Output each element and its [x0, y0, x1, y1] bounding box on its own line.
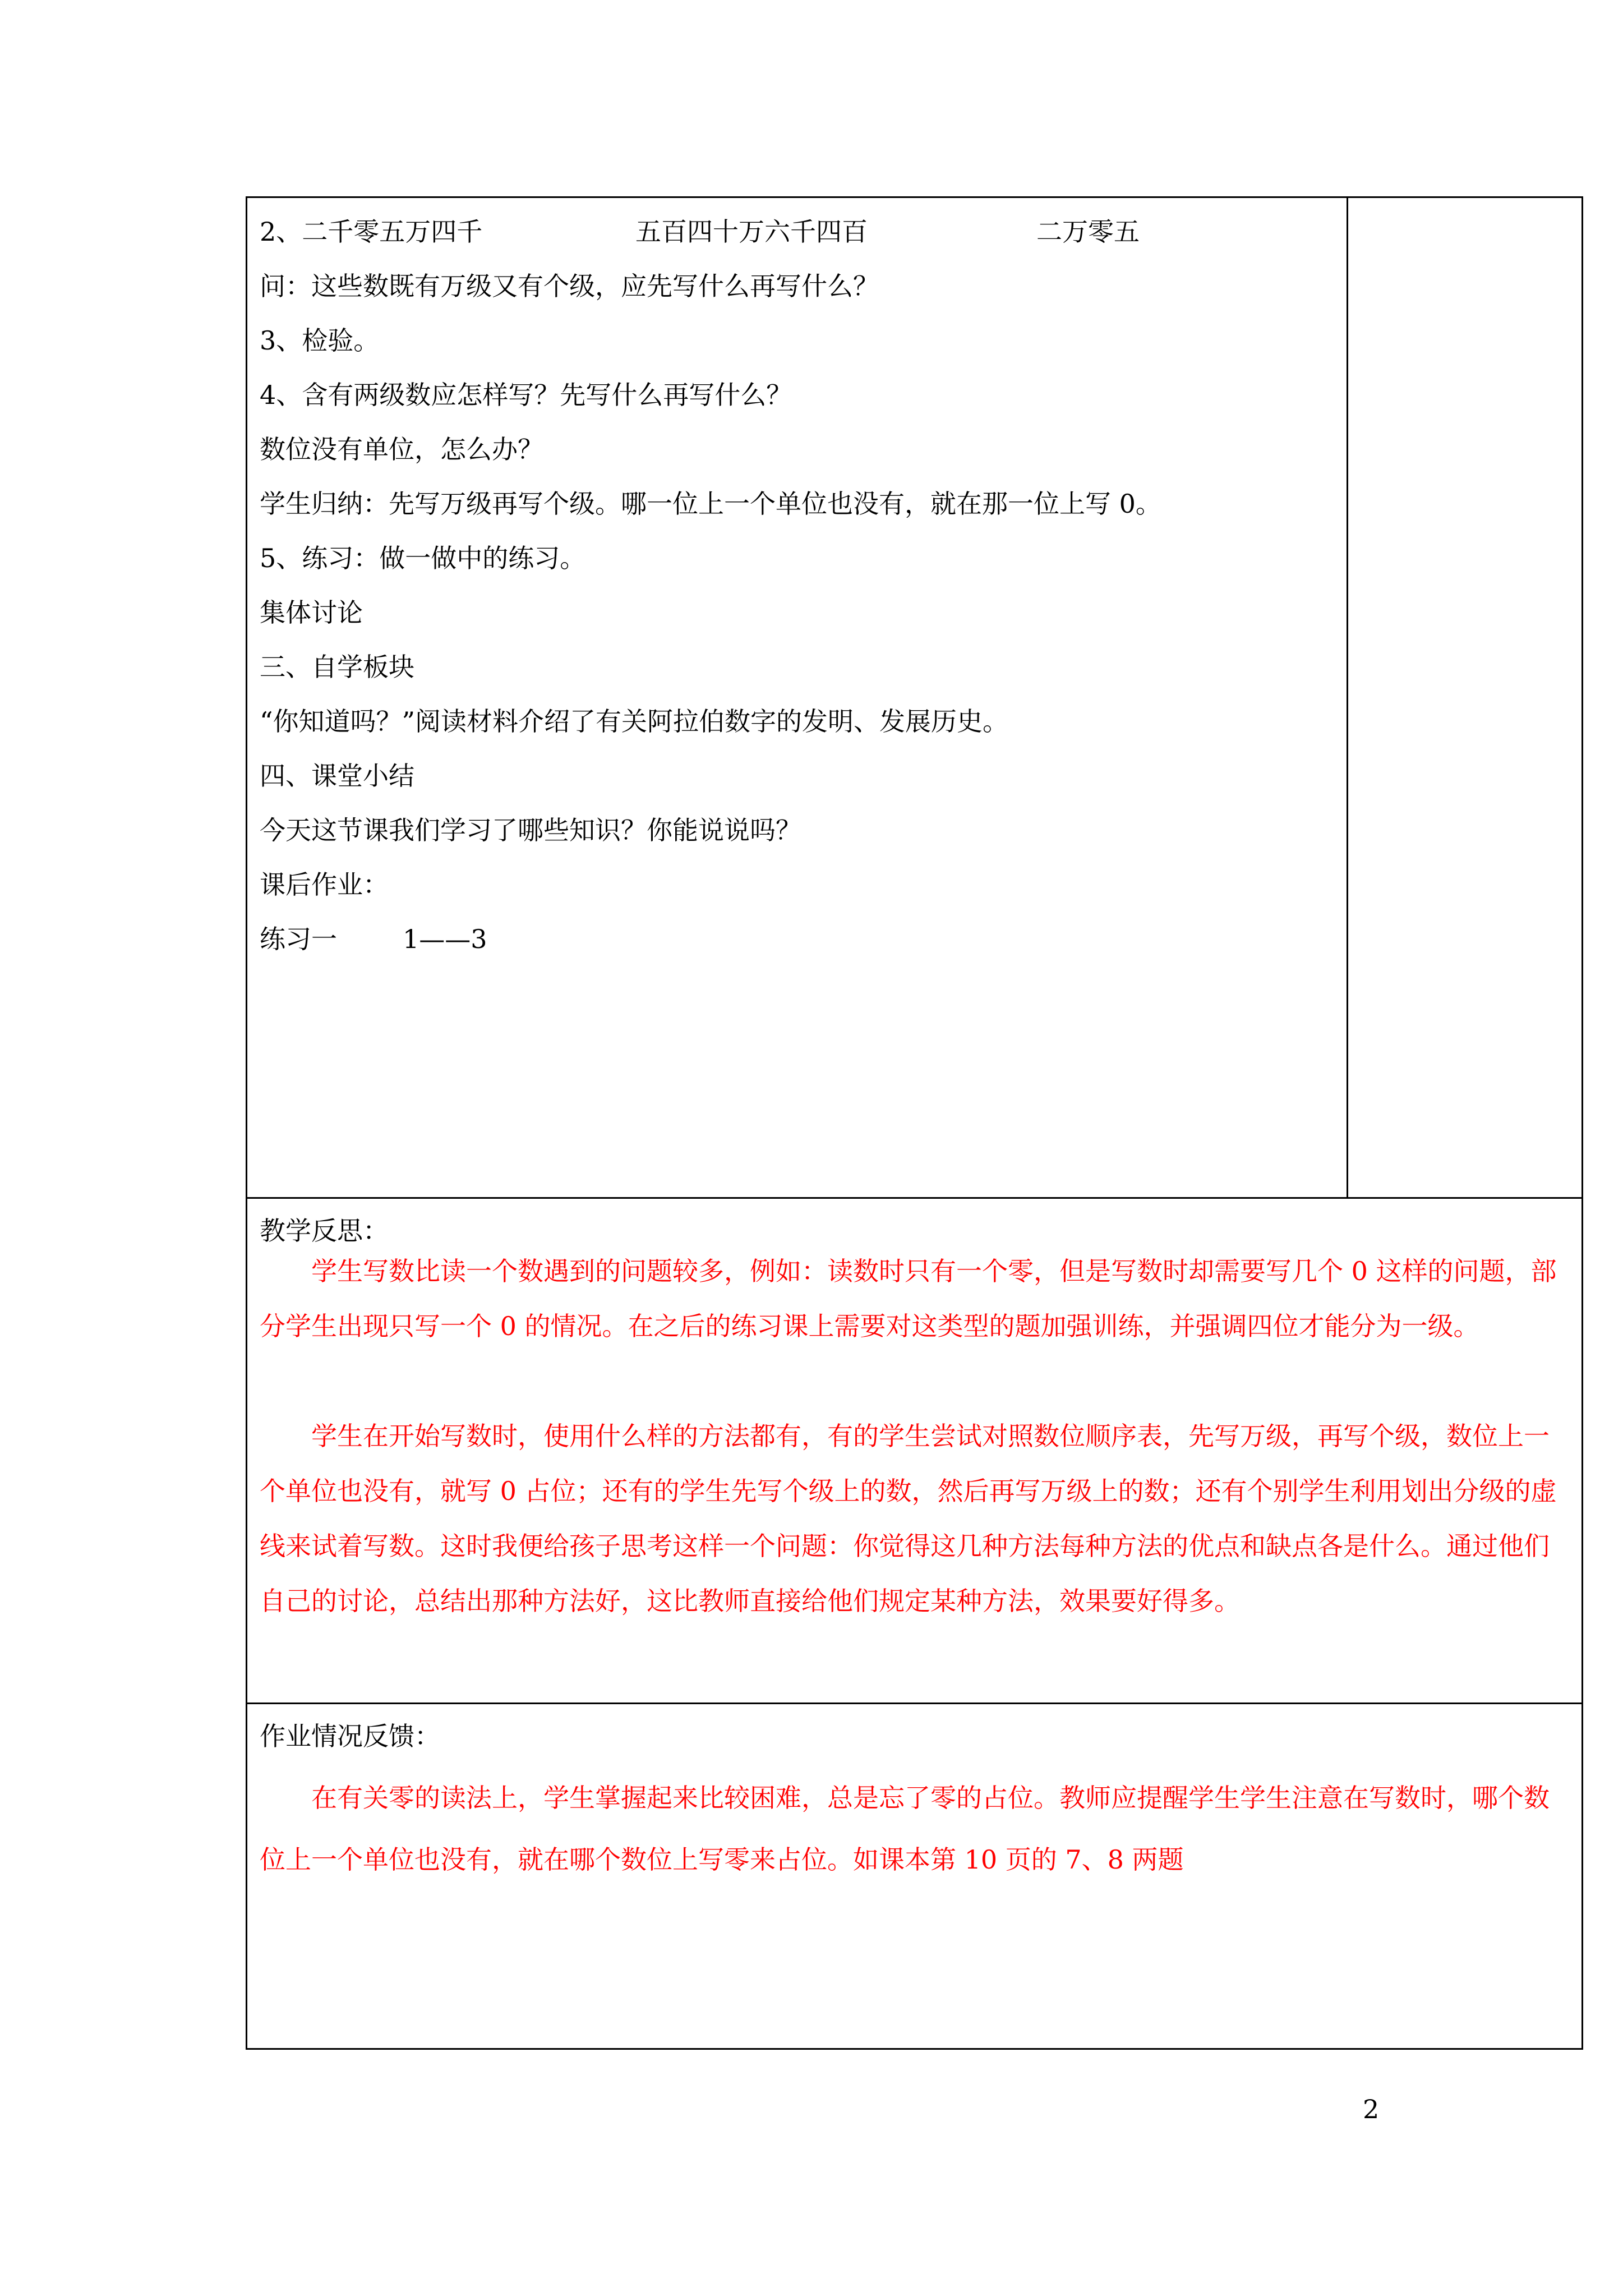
- lesson-line: 5、练习：做一做中的练习。: [260, 543, 586, 573]
- lesson-item-3: 二万零五: [1036, 217, 1140, 247]
- lesson-line: 四、课堂小结: [260, 761, 414, 791]
- reflection-heading: 教学反思：: [260, 1216, 389, 1246]
- feedback-paragraph: 在有关零的读法上，学生掌握起来比较困难，总是忘了零的占位。教师应提醒学生学生注意在写数时，哪个数位上一个单位也没有，就在哪个数位上写零来占位。如课本第 10 页的 7、8 两题: [260, 1783, 1550, 1875]
- homework-range: 1——3: [403, 924, 487, 954]
- lesson-line: 问：这些数既有万级又有个级，应先写什么再写什么？: [260, 271, 879, 301]
- lesson-line: 今天这节课我们学习了哪些知识？你能说说吗？: [260, 815, 801, 845]
- lesson-line: 3、检验。: [260, 325, 380, 356]
- row-divider-reflection: [246, 1197, 1583, 1199]
- reflection-paragraph: 学生写数比读一个数遇到的问题较多，例如：读数时只有一个零，但是写数时却需要写几个 0 这样的问题，部分学生出现只写一个 0 的情况。在之后的练习课上需要对这类型的题加强训练，并强调四位才能分为一级。: [260, 1256, 1557, 1341]
- lesson-line: 4、含有两级数应怎样写？先写什么再写什么？: [260, 380, 792, 410]
- feedback-heading: 作业情况反馈：: [260, 1721, 440, 1751]
- lesson-line: 数位没有单位，怎么办？: [260, 434, 543, 464]
- lesson-line: 三、自学板块: [260, 652, 414, 682]
- page-number: 2: [1363, 2094, 1380, 2124]
- lesson-line: 集体讨论: [260, 597, 363, 628]
- lesson-line: 课后作业：: [260, 869, 389, 900]
- lesson-line: “你知道吗？”阅读材料介绍了有关阿拉伯数字的发明、发展历史。: [260, 706, 1009, 737]
- lesson-item-1: 2、二千零五万四千: [260, 217, 483, 247]
- lesson-item-2: 五百四十万六千四百: [635, 217, 868, 247]
- reflection-paragraph: 学生在开始写数时，使用什么样的方法都有，有的学生尝试对照数位顺序表，先写万级，再写个级，数位上一个单位也没有，就写 0 占位；还有的学生先写个级上的数，然后再写万级上的数；还有个别学生利用划出分级的虚线来试着写数。这时我便给孩子思考这样一个问题：你觉得这几种方法每种方法的优点和缺点各是什么。通过他们自己的讨论，总结出那种方法好，这比教师直接给他们规定某种方法，效果要好得多。: [260, 1421, 1557, 1616]
- column-divider: [1347, 196, 1348, 1198]
- row-divider-feedback: [246, 1703, 1583, 1704]
- homework-label: 练习一: [260, 924, 337, 954]
- lesson-line: 学生归纳：先写万级再写个级。哪一位上一个单位也没有，就在那一位上写 0。: [260, 489, 1161, 519]
